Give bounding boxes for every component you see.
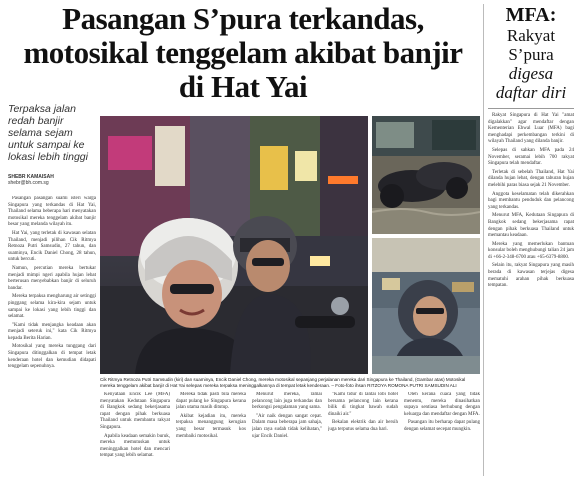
paragraph: Mereka terpaksa mengharung air setinggi pinggang selama kira-kira sejam untuk sampai ke lokasi yang lebih tinggi dan selamat.	[8, 294, 96, 320]
paragraph: Bekalan elektrik dan air bersih juga terputus selama dua hari.	[328, 420, 398, 432]
article-column-2	[100, 392, 170, 478]
sidebar-title-line: digesa	[508, 64, 554, 83]
paragraph: Namun, percutian mereka bertukar menjadi mimpi ngeri apabila hujan lebat berterusan menyebabkan banjir di seluruh bandar.	[8, 265, 96, 291]
paragraph: Motosikal yang mereka tunggang dari Singapura ditinggalkan di tempat letak kenderaan hotel dan kemudian didapati tenggelam sepenuhnya.	[8, 344, 96, 370]
paragraph: Kenyataan Encik Lee (MFA) menyatakan Kedutaan Singapura di Bangkok sedang bekerjasama rapat dengan pihak berkuasa Thailand untuk membantu rakyat Singapura.	[100, 392, 170, 430]
paragraph: Hat Yai, yang terletak di kawasan selatan Thailand, menjadi pilihan Cik Ritmya Retnoza Putri Samsudin, 27 tahun, dan suaminya, Encik Daniel Chong, 28 tahun, untuk bercuti.	[8, 230, 96, 263]
sidebar-article	[483, 4, 578, 476]
paragraph: Oleh kerana cuaca yang tidak menentu, mereka dinasihatkan supaya sentiasa berhubung dengan keluarga dan mendaftar dengan MFA.	[404, 392, 480, 417]
paragraph: Terletak di sebelah Thailand, Hat Yai dilanda hujan lebat, dengan taburan hujan melebihi paras biasa sejak 21 November.	[488, 169, 574, 188]
photo-caption: Cik Ritmya Retnoza Putri Samsudin (kiri) dan suaminya, Encik Daniel Chong, mereka motosikal sepanjang perjalanan mereka dari Singapura ke Thailand, (Gambar atas) Motosikal mereka tenggelam akibat banjir di Hat Yai selepas mereka terpaksa meninggalkannya di tempat letak kenderaan. – Foto-foto ihsan RITZOYA ROMONA PUTRI SAMSUDIN ALI	[100, 377, 466, 388]
article-column-4	[252, 392, 322, 478]
divider	[488, 108, 574, 109]
paragraph: Menurut mereka, ramai pelancong lain juga terkandas dan berkongsi pengalaman yang sama.	[252, 392, 322, 411]
headline: Pasangan S’pura terkandas, motosikal tenggelam akibat banjir di Hat Yai	[23, 1, 463, 104]
sidebar-title-line: Rakyat	[506, 26, 556, 45]
flood-motorcycle-photo	[372, 116, 480, 234]
sidebar-headline	[484, 4, 578, 102]
paragraph: Apabila keadaan semakin buruk, mereka memutuskan untuk meninggalkan hotel dan mencari tempat yang lebih selamat.	[100, 433, 170, 459]
paragraph: Mereka tidak pasti bila mereka dapat pulang ke Singapura kerana jalan utama masih ditutup.	[176, 392, 246, 411]
article-column-3	[176, 392, 246, 478]
paragraph: Akibat kejadian itu, mereka terpaksa menanggung kerugian yang besar termasuk kos membaiki motosikal.	[176, 413, 246, 439]
paragraph: Anggota keselamatan telah dikerahkan bagi membantu penduduk dan pelancong yang terkandas.	[488, 191, 574, 210]
sidebar-title-line: daftar diri	[495, 83, 567, 102]
main-photo	[100, 116, 368, 374]
article-column-1	[8, 196, 96, 476]
man-in-flood-photo	[372, 238, 480, 374]
paragraph: Pasangan pasangan suami isteri warga Singapura yang terkandas di Hat Yai, Thailand selama beberapa hari menyatakan motosikal mereka tenggelam akibat banjir besar yang melanda wilayah itu.	[8, 196, 96, 228]
byline	[8, 174, 96, 186]
paragraph: Pasangan itu berharap dapat pulang dengan selamat secepat mungkin.	[404, 420, 480, 432]
paragraph: Rakyat Singapura di Hat Yai "amat digalakkan" agar mendaftar dengan Kementerian Ehwal Luar (MFA) bagi menghadapi perkembangan terkini di wilayah Thailand yang dilanda banjir.	[488, 113, 574, 145]
paragraph: Selain itu, rakyat Singapura yang masih berada di kawasan terjejas digesa mematuhi arahan pihak berkuasa tempatan.	[488, 263, 574, 289]
byline-name: SHEBR KAMAISAH	[8, 174, 54, 180]
paragraph: "Air naik dengan sangat cepat. Dalam masa beberapa jam sahaja, jalan raya sudah tidak kelihatan," ujar Encik Daniel.	[252, 413, 322, 439]
paragraph: "Kami tidur di lantai lobi hotel bersama pelancong lain kerana bilik di tingkat bawah sudah dinaiki air."	[328, 392, 398, 417]
subheadline: Terpaksa jalan redah banjir selama sejam untuk sampai ke lokasi lebih tinggi	[8, 103, 88, 163]
paragraph: Menurut MFA, Kedutaan Singapura di Bangkok sedang bekerjasama rapat dengan pihak berkuasa Thailand untuk memantau keadaan.	[488, 213, 574, 239]
article-column-5	[328, 392, 398, 478]
paragraph: "Kami tidak menjangka keadaan akan menjadi seteruk ini," kata Cik Ritmya kepada Berita Harian.	[8, 322, 96, 341]
byline-email: shebr@bh.com.sg	[8, 180, 49, 186]
sidebar-title-line: MFA:	[505, 4, 557, 26]
article-column-6	[404, 392, 480, 478]
paragraph: Selepas di sahkan MFA pada 24 November, seramai lebih 700 rakyat Singapura telah mendaftar.	[488, 147, 574, 167]
sidebar-title-line: S’pura	[508, 45, 554, 64]
sidebar-body	[484, 113, 578, 290]
paragraph: Mereka yang memerlukan bantuan konsular boleh menghubungi talian 24 jam di +66-2-348-6700 atau +65-6379-8800.	[488, 241, 574, 260]
